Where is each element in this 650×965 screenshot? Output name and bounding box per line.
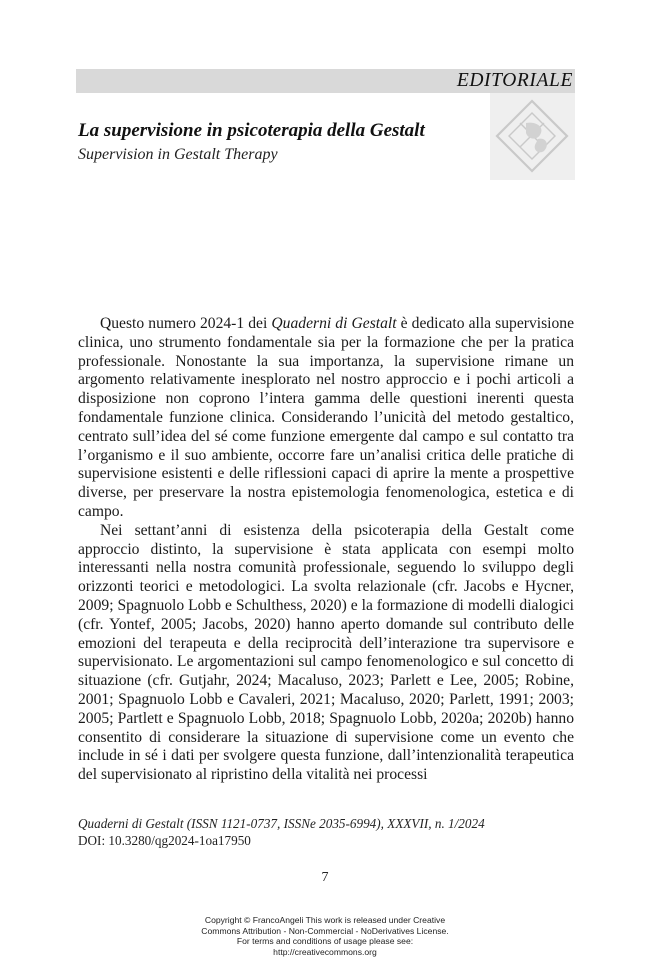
journal-citation: Quaderni di Gestalt (ISSN 1121-0737, ISSNe 2035-6994), XXXVII, n. 1/2024 xyxy=(78,816,485,831)
license-line: For terms and conditions of usage please see: xyxy=(236,936,414,947)
article-body xyxy=(78,315,574,785)
license-notice xyxy=(0,915,650,957)
license-link[interactable]: http://creativecommons.org xyxy=(273,946,377,957)
article-subtitle: Supervision in Gestalt Therapy xyxy=(78,146,278,163)
license-line: Commons Attribution - Non-Commercial - NoDerivatives License. xyxy=(201,925,449,936)
body-paragraph-1: Questo numero 2024-1 dei Quaderni di Gestalt è dedicato alla supervisione clinica, uno strumento fondamentale sia per la formazione che per la pratica professionale. Nonostante la sua importanza, la supervisione rimane un argomento relativamente inesplorato nel nostro approccio e i pochi articoli a disposizione non coprono l’intera gamma delle questioni inerenti questa fondamentale funzione clinica. Considerando l’unicità del metodo gestaltico, centrato sull’idea del sé come funzione emergente dal campo e sul contatto tra l’organismo e il suo ambiente, occorre fare un’analisi critica delle pratiche di supervisione esistenti e delle riflessioni capaci di aprire la mente a prospettive diverse, per preservare la nostra epistemologia fenomenologica, estetica e di campo. xyxy=(78,315,575,520)
body-paragraph-2: Nei settant’anni di esistenza della psicoterapia della Gestalt come approccio distinto, la supervisione è stata applicata con esempi molto interessanti nella nostra comunità professionale, seguendo lo sviluppo degli orizzonti teorici e metodologici. La svolta relazionale (cfr. Jacobs e Hycner, 2009; Spagnuolo Lobb e Schulthess, 2020) e la formazione di modelli dialogici (cfr. Yontef, 2005; Jacobs, 2020) hanno aperto domande sul contributo delle emozioni del terapeuta e della reciprocità dell’interazione tra supervisore e supervisionato. Le argomentazioni sul campo fenomenologico e sul concetto di situazione (cfr. Gutjahr, 2024; Macaluso, 2023; Parlett e Lee, 2005; Robine, 2001; Spagnuolo Lobb e Cavaleri, 2021; Macaluso, 2020; Parlett, 1991; 2003; 2005; Partlett e Spagnuolo Lobb, 2018; Spagnuolo Lobb, 2020a; 2020b) hanno consentito di considerare la situazione di supervisione come un evento che include in sé i dati per svolgere questa funzione, dall’intenzionalità terapeutica del supervisionato al ripristino della vitalità nei processi xyxy=(78,521,574,784)
journal-name-inline: Quaderni di Gestalt xyxy=(271,315,397,332)
page-number: 7 xyxy=(321,870,329,885)
section-header-band xyxy=(76,69,575,93)
license-line: Copyright © FrancoAngeli This work is released under Creative xyxy=(204,915,446,925)
journal-logo-icon xyxy=(490,93,575,180)
section-label: EDITORIALE xyxy=(456,70,573,91)
doi-line: DOI: 10.3280/qg2024-1oa17950 xyxy=(78,833,251,848)
article-title: La supervisione in psicoterapia della Gestalt xyxy=(78,120,425,141)
